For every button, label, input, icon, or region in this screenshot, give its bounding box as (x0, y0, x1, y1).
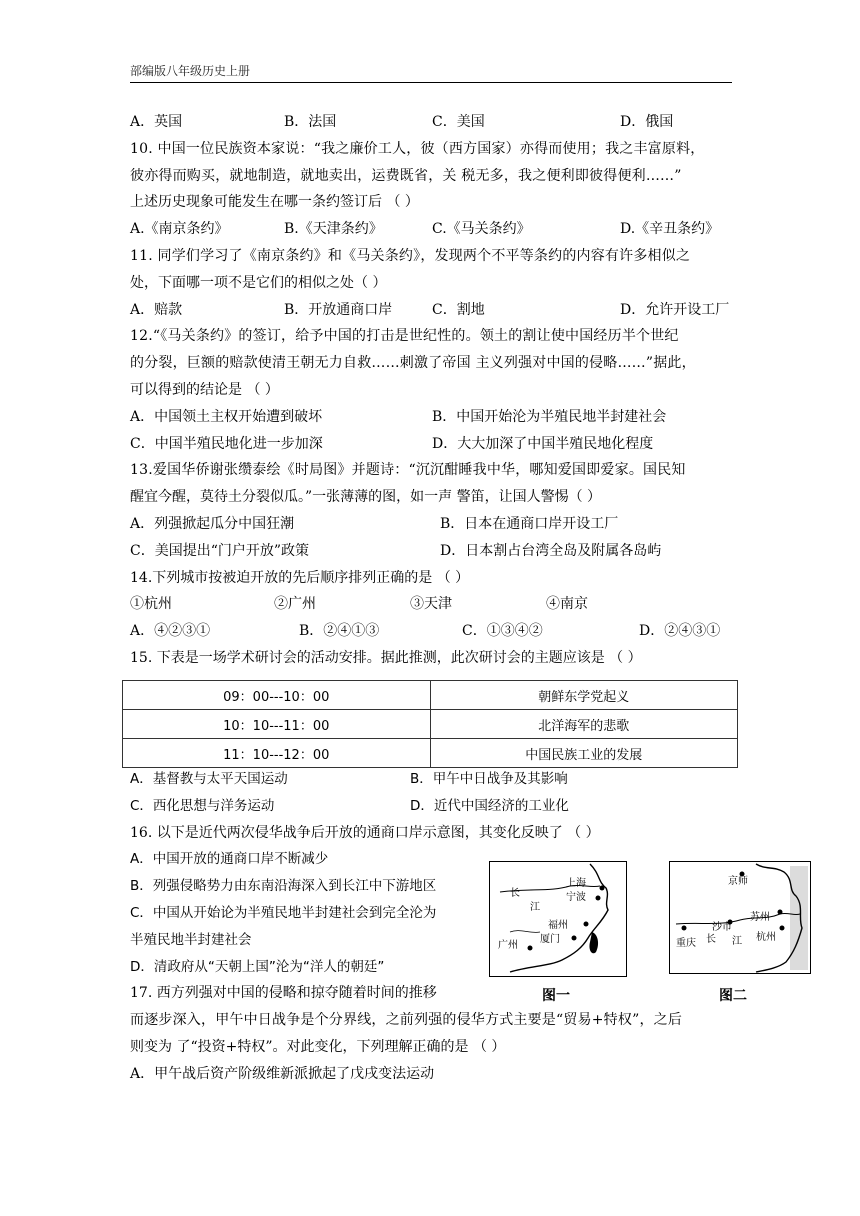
q15-option-d[interactable]: D．近代中国经济的工业化 (410, 797, 569, 814)
q9-option-d[interactable]: D．俄国 (620, 114, 674, 130)
q13-option-a[interactable]: A．列强掀起瓜分中国狂潮 (130, 515, 295, 532)
q14-city-3: ③天津 (410, 596, 452, 613)
map2-caption: 图二 (719, 988, 747, 1004)
q17-stem-line-2: 而逐步深入，甲午中日战争是个分界线，之前列强的侵华方式主要是“贸易+特权”，之后 (130, 1012, 683, 1029)
q13-option-c[interactable]: C．美国提出“门户开放”政策 (130, 542, 310, 559)
header-divider (130, 82, 732, 83)
q11-option-b[interactable]: B．开放通商口岸 (284, 301, 393, 318)
page-header: 部编版八年级历史上册 (130, 64, 251, 78)
q9-option-c[interactable]: C．美国 (432, 114, 485, 130)
map2-label-chongqing: 重庆 (676, 938, 696, 949)
table-cell-topic: 中国民族工业的发展 (430, 739, 738, 768)
q10-option-d[interactable]: D.《辛丑条约》 (620, 221, 720, 238)
q12-options-ab (130, 404, 732, 431)
q14-city-1: ①杭州 (130, 596, 172, 613)
q9-options (130, 109, 732, 136)
q14-cities (130, 591, 732, 618)
map-figure-2 (669, 861, 811, 974)
q13-options-cd (130, 538, 732, 565)
q10-stem-line-2: 彼亦得而购买，就地制造，就地卖出，运费既省，关 税无多，我之便利即彼得便利……” (130, 167, 682, 184)
q11-options (130, 297, 732, 324)
q15-option-a[interactable]: A．基督教与太平天国运动 (130, 771, 288, 787)
map2-label-shashi: 沙市 (712, 922, 732, 933)
q14-option-a[interactable]: A．④②③① (130, 623, 211, 640)
q16-option-d[interactable]: D．清政府从“天朝上国”沦为“洋人的朝廷” (130, 958, 385, 975)
q12-option-b[interactable]: B．中国开始沦为半殖民地半封建社会 (432, 408, 667, 425)
map1-label-jiang: 江 (530, 902, 540, 913)
map2-label-chang: 长 (706, 934, 716, 945)
q12-option-a[interactable]: A．中国领土主权开始遭到破坏 (130, 408, 323, 425)
table-cell-time: 09：00---10：00 (123, 681, 431, 710)
q12-options-cd (130, 431, 732, 458)
q9-option-b[interactable]: B．法国 (284, 114, 337, 130)
q14-stem: 14.下列城市按被迫开放的先后顺序排列正确的是 （ ） (130, 569, 470, 586)
q17-stem-line-3: 则变为 了“投资+特权”。对此变化，下列理解正确的是 （ ） (130, 1038, 506, 1055)
table-row (123, 681, 738, 710)
table-row (123, 710, 738, 739)
table-cell-topic: 朝鲜东学党起义 (430, 681, 738, 710)
questions-lower (130, 766, 732, 1088)
q15-options-cd (130, 793, 732, 820)
q11-option-a[interactable]: A．赔款 (130, 301, 183, 318)
q13-options-ab (130, 511, 732, 538)
q12-option-c[interactable]: C．中国半殖民地化进一步加深 (130, 435, 323, 452)
q15-schedule-table (122, 680, 738, 768)
map1-label-xiamen: 厦门 (540, 934, 560, 945)
q16-option-c[interactable]: C．中国从开始论为半殖民地半封建社会到完全沦为 (130, 904, 437, 921)
q13-option-b[interactable]: B．日本在通商口岸开设工厂 (440, 515, 619, 532)
q16-option-c-cont: 半殖民地半封建社会 (130, 931, 252, 948)
q15-option-c[interactable]: C．西化思想与洋务运动 (130, 797, 275, 814)
map1-caption: 图一 (542, 988, 570, 1004)
table-cell-time: 11：10---12：00 (123, 739, 431, 768)
q10-stem-line-1: 10. 中国一位民族资本家说：“我之廉价工人，彼（西方国家）亦得而使用；我之丰富原料， (130, 140, 705, 157)
map1-label-shanghai: 上海 (566, 878, 586, 889)
q9-option-a[interactable]: A．英国 (130, 114, 183, 130)
q11-option-d[interactable]: D．允许开设工厂 (620, 301, 730, 318)
q11-stem-line-1: 11. 同学们学习了《南京条约》和《马关条约》，发现两个不平等条约的内容有许多相似之 (130, 247, 691, 264)
map1-label-fuzhou: 福州 (548, 920, 568, 931)
map2-label-jingshi: 京师 (728, 876, 748, 887)
q16-stem: 16. 以下是近代两次侵华战争后开放的通商口岸示意图，其变化反映了 （ ） (130, 824, 600, 841)
q13-option-d[interactable]: D．日本割占台湾全岛及附属各岛屿 (440, 542, 662, 559)
q15-options-ab (130, 766, 732, 793)
map1-label-guangzhou: 广州 (498, 940, 518, 951)
q10-option-a[interactable]: A.《南京条约》 (130, 221, 229, 238)
q16-option-a[interactable]: A．中国开放的通商口岸不断减少 (130, 851, 329, 868)
q12-option-d[interactable]: D．大大加深了中国半殖民地化程度 (432, 435, 654, 452)
q15-stem: 15. 下表是一场学术研讨会的活动安排。据此推测，此次研讨会的主题应该是 （ ） (130, 649, 642, 666)
q13-stem-line-2: 醒宜今醒，莫待土分裂似瓜。”一张薄薄的图，如一声 警笛，让国人警惕（ ） (130, 489, 602, 506)
table-row (123, 739, 738, 768)
table-cell-time: 10：10---11：00 (123, 710, 431, 739)
q11-option-c[interactable]: C．割地 (432, 301, 485, 318)
q15-option-b[interactable]: B．甲午中日战争及其影响 (410, 771, 568, 787)
q14-option-b[interactable]: B．②④①③ (299, 623, 380, 640)
q11-stem-line-2: 处，下面哪一项不是它们的相似之处（ ） (130, 274, 387, 291)
q10-option-c[interactable]: C.《马关条约》 (432, 221, 531, 238)
q17-option-a[interactable]: A．甲午战后资产阶级维新派掀起了戊戌变法运动 (130, 1065, 435, 1082)
map2-label-suzhou: 苏州 (750, 912, 770, 923)
map-figure-1 (489, 861, 627, 977)
map1-label-chang: 长 (510, 888, 520, 899)
q16-option-b[interactable]: B．列强侵略势力由东南沿海深入到长江中下游地区 (130, 878, 437, 895)
q10-options (130, 216, 732, 243)
q14-city-2: ②广州 (274, 596, 316, 613)
questions-upper (130, 109, 732, 672)
q12-stem-line-3: 可以得到的结论是 （ ） (130, 381, 279, 398)
q14-options (130, 618, 732, 645)
q12-stem-line-2: 的分裂，巨额的赔款使清王朝无力自救……刺激了帝国 主义列强对中国的侵略……”据此， (130, 355, 696, 372)
map2-label-jiang: 江 (732, 936, 742, 947)
table-cell-topic: 北洋海军的悲歌 (430, 710, 738, 739)
q10-stem-line-3: 上述历史现象可能发生在哪一条约签订后 （ ） (130, 194, 419, 211)
q14-option-d[interactable]: D．②④③① (639, 623, 721, 640)
q12-stem-line-1: 12.“《马关条约》的签订，给予中国的打击是世纪性的。领土的割让使中国经历半个世纪 (130, 328, 679, 345)
map2-label-hangzhou: 杭州 (756, 932, 776, 943)
q17-stem-line-1: 17. 西方列强对中国的侵略和掠夺随着时间的推移 (130, 985, 437, 1002)
q10-option-b[interactable]: B.《天津条约》 (284, 221, 383, 238)
map1-label-ningbo: 宁波 (566, 892, 586, 903)
q14-city-4: ④南京 (546, 596, 588, 613)
q14-option-c[interactable]: C．①③④② (462, 623, 543, 640)
q13-stem-line-1: 13.爱国华侨谢张缵泰绘《时局图》并题诗：“沉沉酣睡我中华，哪知爱国即爱家。国民知 (130, 462, 686, 479)
